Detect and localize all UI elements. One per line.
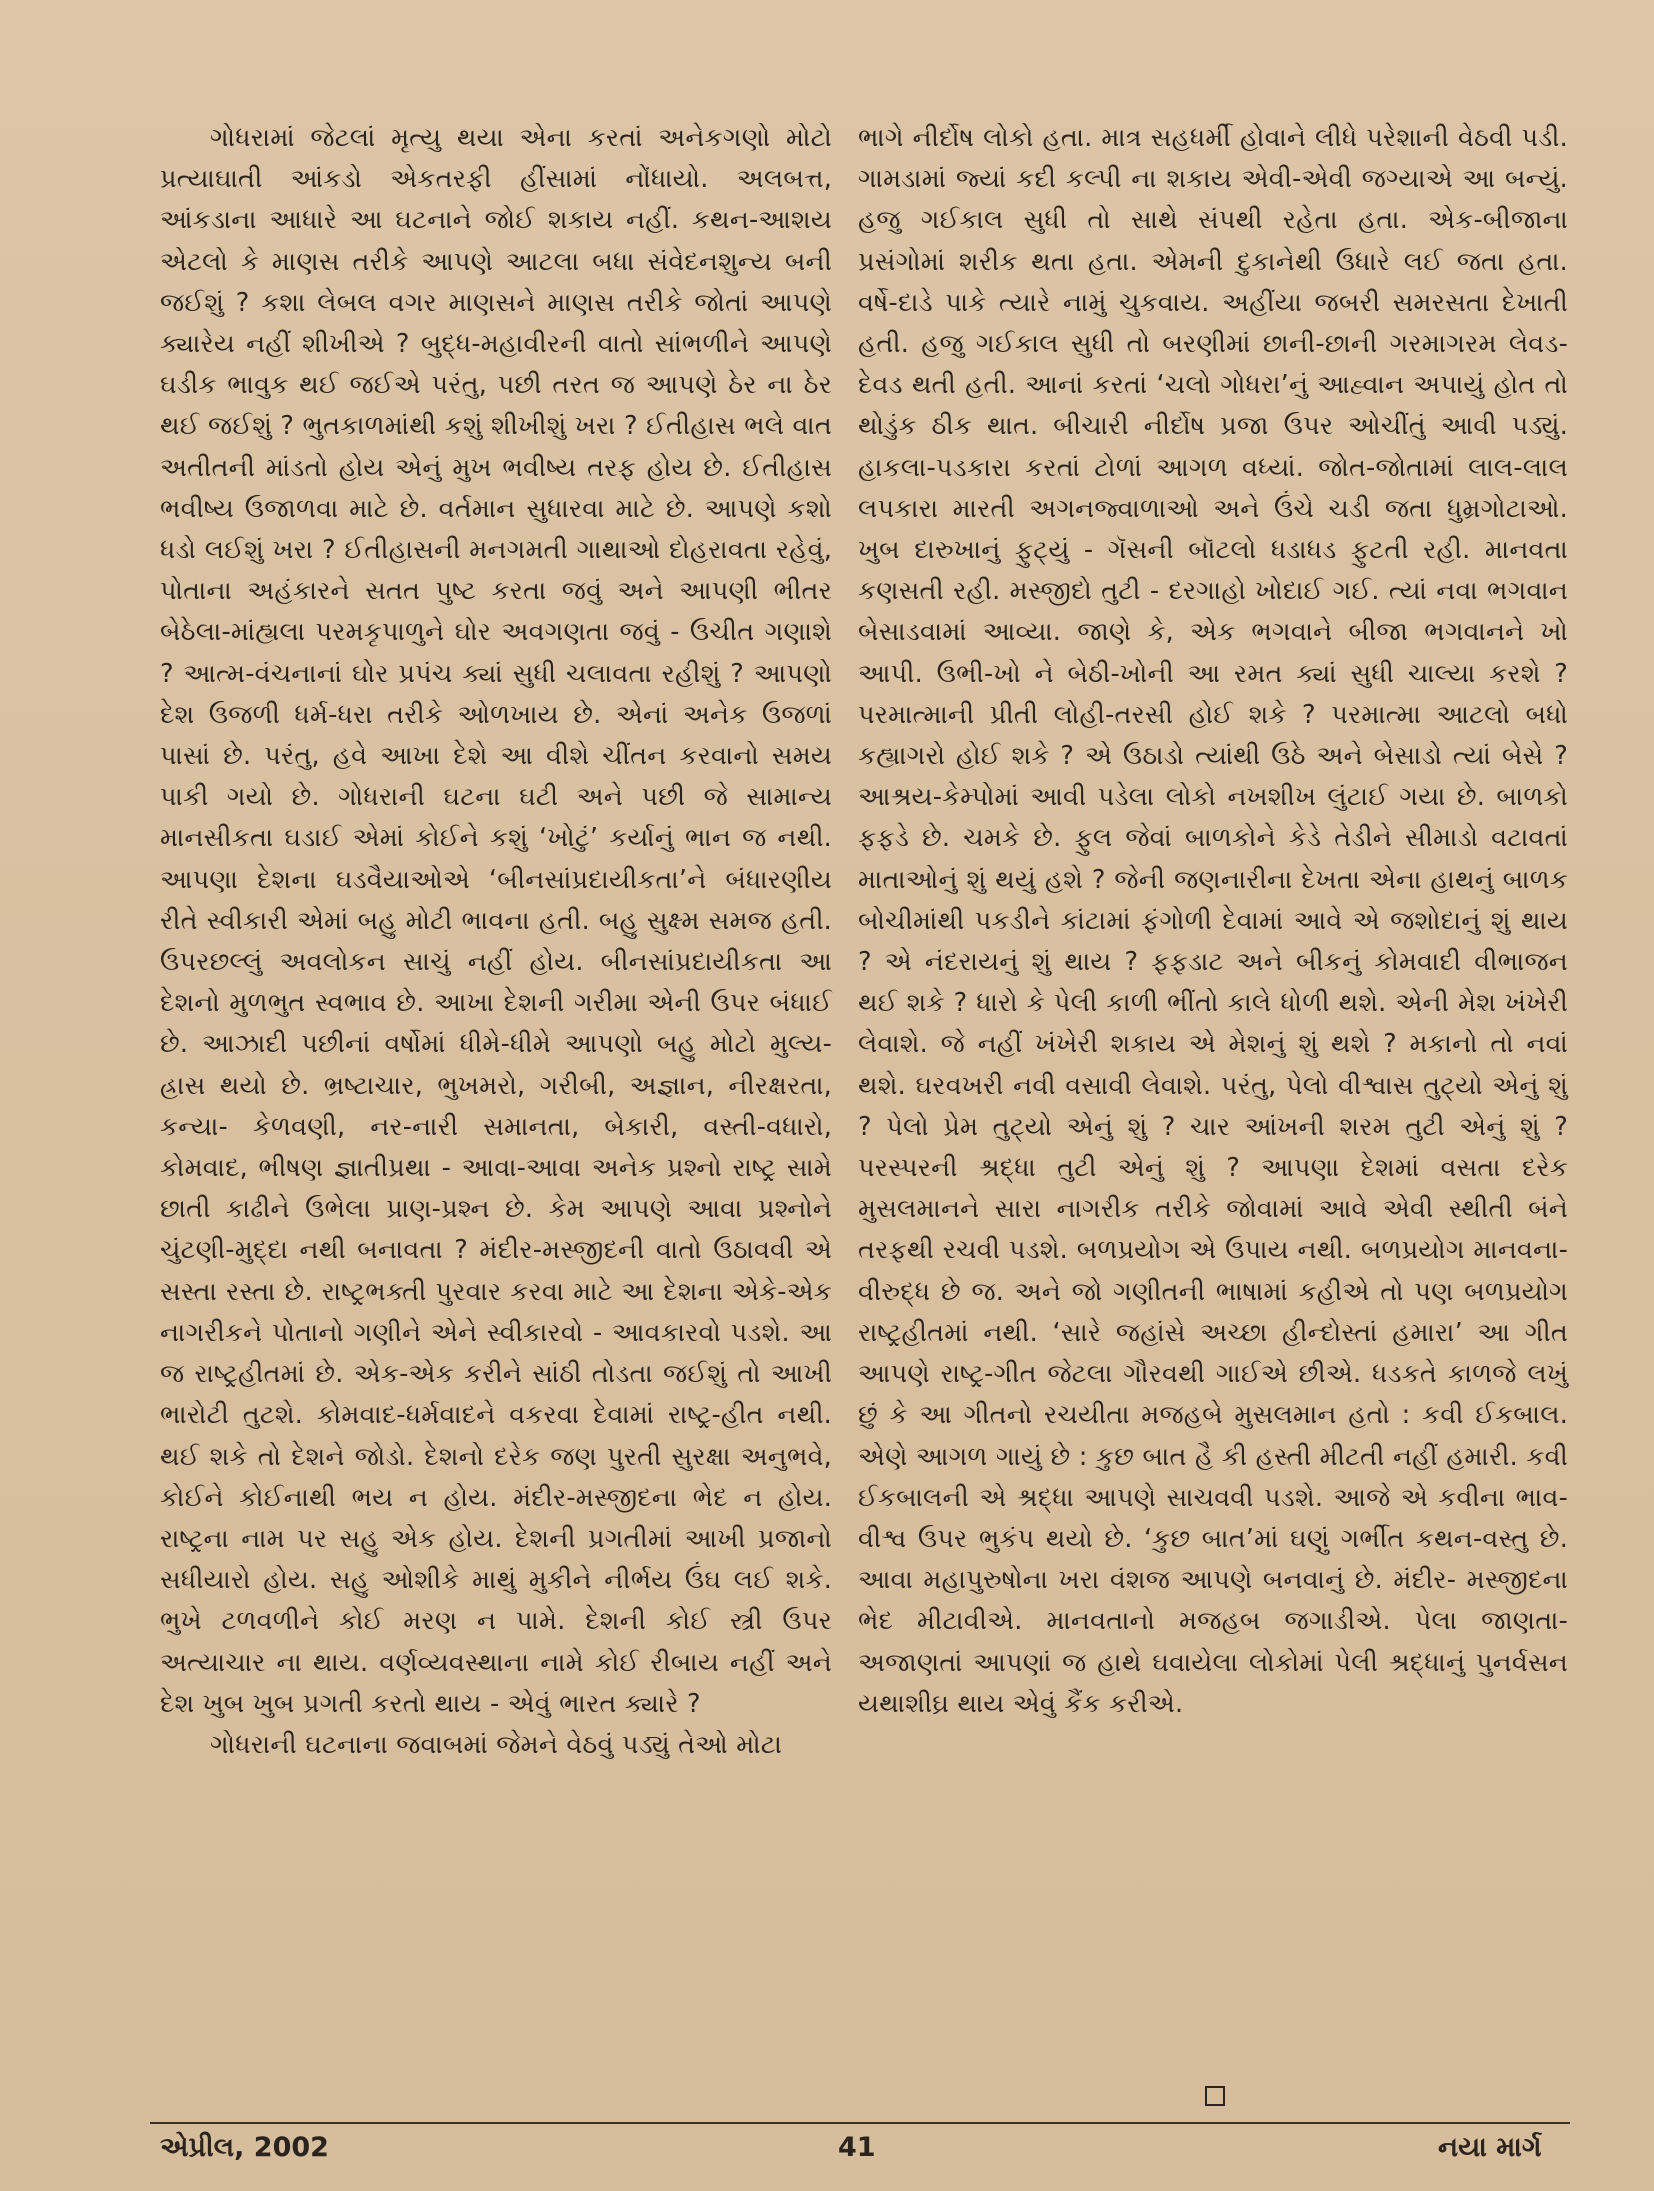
paragraph: ગોધરાની ઘટનાના જવાબમાં જેમને વેઠવું પડ્યું તેઓ મોટા (210, 1729, 783, 1760)
footer-date: એપ્રીલ, 2002 (160, 2132, 329, 2163)
footer-divider (150, 2122, 1570, 2124)
paragraph: ગોધરામાં જેટલાં મૃત્યુ થયા એના કરતાં અનેકગણો મોટો પ્રત્યાઘાતી આંકડો એકતરફી હીંસામાં નોંધાયો. અલબત્ત, આંકડાના આધારે આ ઘટનાને જોઈ શકાય નહીં. કથન-આશય એટલો કે માણસ તરીકે આપણે આટલા બધા સંવેદનશુન્ય બની જઈશું ? કશા લેબલ વગર માણસને માણસ તરીકે જોતાં આપણે ક્યારેય નહીં શીખીએ ? બુદ્ધ-મહાવીરની વાતો સાંભળીને આપણે ઘડીક ભાવુક થઈ જઈએ પરંતુ, પછી તરત જ આપણે ઠેર ના ઠેર થઈ જઈશું ? ભુતકાળમાંથી કશું શીખીશું ખરા ? ઈતીહાસ ભલે વાત અતીતની માંડતો હોય એનું મુખ ભવીષ્ય તરફ હોય છે. ઈતીહાસ ભવીષ્ય ઉજાળવા માટે છે. વર્તમાન સુધારવા માટે છે. આપણે કશો ધડો લઈશું ખરા ? ઈતીહાસની મનગમતી ગાથાઓ દોહરાવતા રહેવું, પોતાના અહંકારને સતત પુષ્ટ કરતા જવું અને આપણી ભીતર બેઠેલા-માંહ્યલા પરમકૃપાળુને ઘોર અવગણતા જવું - ઉચીત ગણાશે ? આત્મ-વંચનાનાં ઘોર પ્રપંચ ક્યાં સુધી ચલાવતા રહીશું ? આપણો દેશ ઉજળી ધર્મ-ધરા તરીકે ઓળખાય છે. એનાં અનેક ઉજળાં પાસાં છે. પરંતુ, હવે આખા દેશે આ વીશે ચીંતન કરવાનો સમય પાકી ગયો છે. ગોધરાની ઘટના ઘટી અને પછી જે સામાન્ય માનસીકતા ઘડાઈ એમાં કોઈને કશું ‘ખોટું’ કર્યાનું ભાન જ નથી. આપણા દેશના ઘડવૈયાઓએ ‘બીનસાંપ્રદાયીકતા’ને બંધારણીય રીતે સ્વીકારી એમાં બહુ મોટી ભાવના હતી. બહુ સુક્ષ્મ સમજ હતી. ઉપરછલ્લું અવલોકન સાચું નહીં હોય. બીનસાંપ્રદાયીકતા આ દેશનો મુળભુત સ્વભાવ છે. આખા દેશની ગરીમા એની ઉપર બંધાઈ છે. આઝાદી પછીનાં વર્ષોમાં ધીમે-ધીમે આપણો બહુ મોટો મુલ્ય-હ્રાસ થયો છે. ભ્રષ્ટાચાર, ભુખમરો, ગરીબી, અજ્ઞાન, નીરક્ષરતા, કન્યા- કેળવણી, નર-નારી સમાનતા, બેકારી, વસ્તી-વધારો, કોમવાદ, ભીષણ જ્ઞાતીપ્રથા - આવા-આવા અનેક પ્રશ્નો રાષ્ટ્ર સામે છાતી કાઢીને ઉભેલા પ્રાણ-પ્રશ્ન છે. કેમ આપણે આવા પ્રશ્નોને ચુંટણી-મુદ્દા નથી બનાવતા ? મંદીર-મસ્જીદની વાતો ઉઠાવવી એ સસ્તા રસ્તા છે. રાષ્ટ્રભક્તી પુરવાર કરવા માટે આ દેશના એકે-એક નાગરીકને પોતાનો ગણીને એને સ્વીકારવો - આવકારવો પડશે. આ જ રાષ્ટ્રહીતમાં છે. એક-એક કરીને સાંઠી તોડતા જઈશું તો આખી ભારોટી તુટશે. કોમવાદ-ધર્મવાદને વકરવા દેવામાં રાષ્ટ્ર-હીત નથી. થઈ શકે તો દેશને જોડો. દેશનો દરેક જણ પુરતી સુરક્ષા અનુભવે, કોઈને કોઈનાથી ભય ન હોય. મંદીર-મસ્જીદના ભેદ ન હોય. રાષ્ટ્રના નામ પર સહુ એક હોય. દેશની પ્રગતીમાં આખી પ્રજાનો સધીયારો હોય. સહુ ઓશીકે માથું મુકીને નીર્ભય ઉંઘ લઈ શકે. ભુખે ટળવળીને કોઈ મરણ ન પામે. દેશની કોઈ સ્ત્રી ઉપર અત્યાચાર ના થાય. વર્ણવ્યવસ્થાના નામે કોઈ રીબાય નહીં અને દેશ ખુબ ખુબ પ્રગતી કરતો થાય - એવું ભારત ક્યારે ? (160, 123, 832, 1719)
right-text-column (858, 118, 1568, 1725)
page-number: 41 (838, 2132, 876, 2163)
publication-name: નયા માર્ગ (1438, 2132, 1542, 2163)
end-of-article-square-icon (1205, 2086, 1225, 2106)
left-text-column (160, 118, 832, 1766)
paragraph: ભાગે નીર્દોષ લોકો હતા. માત્ર સહધર્મી હોવાને લીધે પરેશાની વેઠવી પડી. ગામડામાં જ્યાં કદી કલ્પી ના શકાય એવી-એવી જગ્યાએ આ બન્યું. હજુ ગઈકાલ સુધી તો સાથે સંપથી રહેતા હતા. એક-બીજાના પ્રસંગોમાં શરીક થતા હતા. એમની દુકાનેથી ઉધારે લઈ જતા હતા. વર્ષે-દાડે પાકે ત્યારે નામું ચુકવાય. અહીંયા જબરી સમરસતા દેખાતી હતી. હજુ ગઈકાલ સુધી તો બરણીમાં છાની-છાની ગરમાગરમ લેવડ-દેવડ થતી હતી. આનાં કરતાં ‘ચલો ગોધરા’નું આહ્વાન અપાયું હોત તો થોડુંક ઠીક થાત. બીચારી નીર્દોષ પ્રજા ઉપર ઓચીંતું આવી પડ્યું. હાકલા-પડકારા કરતાં ટોળાં આગળ વધ્યાં. જોત-જોતામાં લાલ-લાલ લપકારા મારતી અગનજ્વાળાઓ અને ઉંચે ચડી જતા ધુમ્રગોટાઓ. ખુબ દારુખાનું ફુટ્યું - ગૅસની બૉટલો ધડાધડ ફુટતી રહી. માનવતા કણસતી રહી. મસ્જીદો તુટી - દરગાહો ખોદાઈ ગઈ. ત્યાં નવા ભગવાન બેસાડવામાં આવ્યા. જાણે કે, એક ભગવાને બીજા ભગવાનને ખો આપી. ઉભી-ખો ને બેઠી-ખોની આ રમત ક્યાં સુધી ચાલ્યા કરશે ? પરમાત્માની પ્રીતી લોહી-તરસી હોઈ શકે ? પરમાત્મા આટલો બધો કહ્યાગરો હોઈ શકે ? એ ઉઠાડો ત્યાંથી ઉઠે અને બેસાડો ત્યાં બેસે ? આશ્રય-કેમ્પોમાં આવી પડેલા લોકો નખશીખ લુંટાઈ ગયા છે. બાળકો ફફડે છે. ચમકે છે. ફુલ જેવાં બાળકોને કેડે તેડીને સીમાડો વટાવતાં માતાઓનું શું થયું હશે ? જેની જણનારીના દેખતા એના હાથનું બાળક બોચીમાંથી પકડીને કાંટામાં ફંગોળી દેવામાં આવે એ જશોદાનું શું થાય ? એ નંદરાયનું શું થાય ? ફફડાટ અને બીકનું કોમવાદી વીભાજન થઈ શકે ? ધારો કે પેલી કાળી ભીંતો કાલે ધોળી થશે. એની મેશ ખંખેરી લેવાશે. જે નહીં ખંખેરી શકાય એ મેશનું શું થશે ? મકાનો તો નવાં થશે. ઘરવખરી નવી વસાવી લેવાશે. પરંતુ, પેલો વીશ્વાસ તુટ્યો એનું શું ? પેલો પ્રેમ તુટ્યો એનું શું ? ચાર આંખની શરમ તુટી એનું શું ? પરસ્પરની શ્રદ્ધા તુટી એનું શું ? આપણા દેશમાં વસતા દરેક મુસલમાનને સારા નાગરીક તરીકે જોવામાં આવે એવી સ્થીતી બંને તરફથી રચવી પડશે. બળપ્રયોગ એ ઉપાય નથી. બળપ્રયોગ માનવના-વીરુદ્ધ છે જ. અને જો ગણીતની ભાષામાં કહીએ તો પણ બળપ્રયોગ રાષ્ટ્રહીતમાં નથી. ‘સારે જહાંસે અચ્છા હીન્દોસ્તાં હમારા’ આ ગીત આપણે રાષ્ટ્ર-ગીત જેટલા ગૌરવથી ગાઈએ છીએ. ધડકતે કાળજે લખું છું કે આ ગીતનો રચયીતા મજહબે મુસલમાન હતો : કવી ઈકબાલ. એણે આગળ ગાયું છે : કુછ બાત હૈ કી હસ્તી મીટતી નહીં હમારી. કવી ઈકબાલની એ શ્રદ્ધા આપણે સાચવવી પડશે. આજે એ કવીના ભાવ-વીશ્વ ઉપર ભુકંપ થયો છે. ‘કુછ બાત’માં ઘણું ગર્ભીત કથન-વસ્તુ છે. આવા મહાપુરુષોના ખરા વંશજ આપણે બનવાનું છે. મંદીર- મસ્જીદના ભેદ મીટાવીએ. માનવતાનો મજહબ જગાડીએ. પેલા જાણતા-અજાણતાં આપણાં જ હાથે ઘવાયેલા લોકોમાં પેલી શ્રદ્ધાનું પુનર્વસન યથાશીઘ્ર થાય એવું કૈંક કરીએ. (858, 123, 1568, 1719)
